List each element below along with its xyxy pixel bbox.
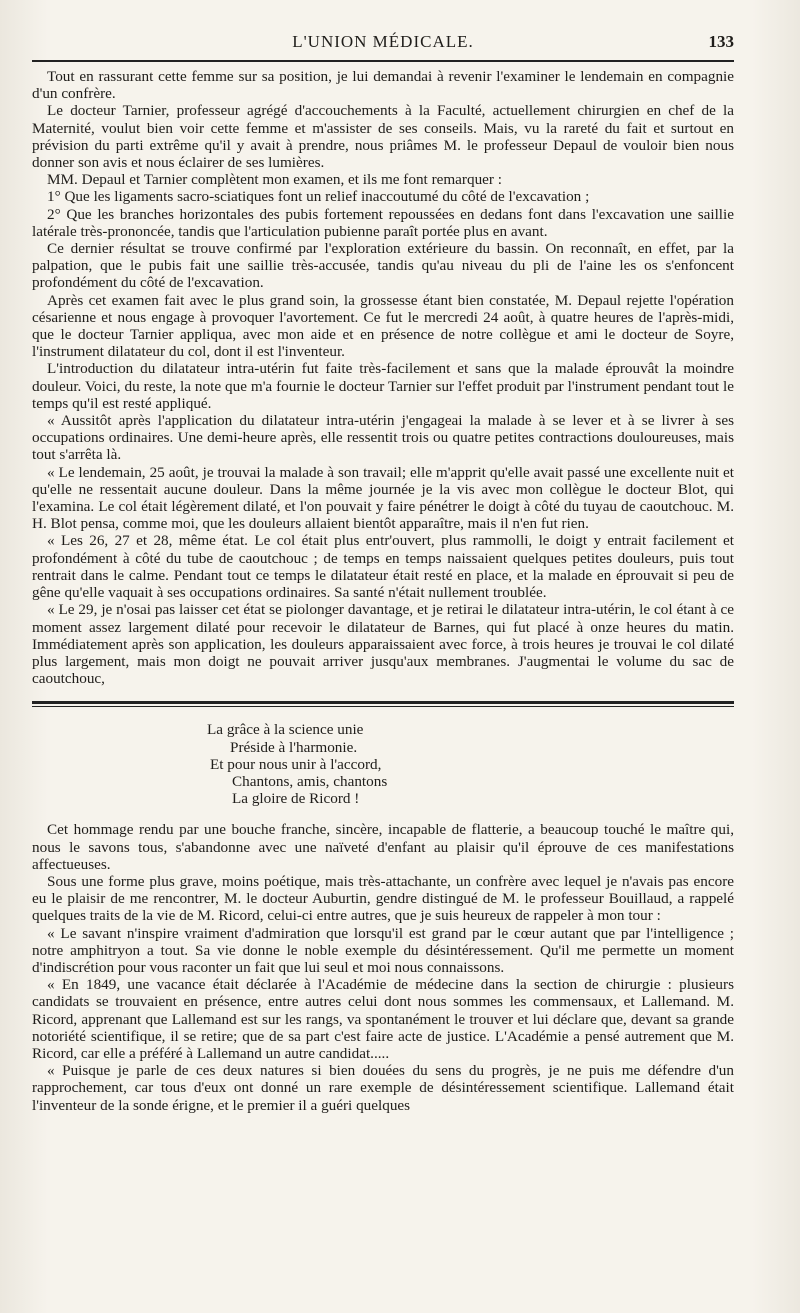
verse-line: Préside à l'harmonie.	[230, 738, 358, 756]
verse-line: La gloire de Ricord !	[232, 790, 360, 808]
paragraph: « Les 26, 27 et 28, même état. Le col était plus entr'ouvert, plus rammolli, le doigt y entrait facilement et profondément à côté du tube de caoutchouc ; de temps en temps naissaient quelques petites douleurs, puis tout rentrait dans le calme. Pendant tout ce temps le dilatateur était resté en place, et la malade en éprouvait si peu de gêne qu'elle vaquait à ses occupations ordinaires. Sa santé n'était nullement troublée.	[32, 532, 734, 602]
paragraph: Après cet examen fait avec le plus grand soin, la grossesse étant bien constatée, M. Depaul rejette l'opération césarienne et nous engage à provoquer l'avortement. Ce fut le mercredi 24 août, à quatre heures de l'après-midi, que le docteur Tarnier appliqua, avec mon aide et en présence de notre collègue et ami le docteur de Soyre, l'instrument dilatateur du col, dont il est l'inventeur.	[32, 291, 734, 361]
paragraph: Ce dernier résultat se trouve confirmé par l'exploration extérieure du bassin. On reconnaît, en effet, par la palpation, que le pubis fait une saillie très-accusée, tandis qu'au niveau du pli de l'aine les os s'enfoncent profondément du côté de l'excavation.	[32, 240, 734, 292]
article-lower	[32, 821, 734, 1113]
page-header	[32, 26, 734, 60]
page-number: 133	[708, 32, 734, 51]
paragraph: MM. Depaul et Tarnier complètent mon examen, et ils me font remarquer :	[47, 171, 502, 189]
verse-block	[32, 721, 734, 807]
paragraph: Tout en rassurant cette femme sur sa position, je lui demandai à revenir l'examiner le lendemain en compagnie d'un confrère.	[32, 68, 734, 103]
paragraph: « Le savant n'inspire vraiment d'admiration que lorsqu'il est grand par le cœur autant que par l'intelligence ; notre amphitryon a tout. Sa vie donne le noble exemple du désintéressement. Qu'il me permette un moment d'indiscrétion pour vous raconter un fait que lui seul et moi nous connaissons.	[32, 924, 734, 976]
paragraph: « En 1849, une vacance était déclarée à l'Académie de médecine dans la section de chirurgie : plusieurs candidats se trouvaient en présence, entre autres celui dont nous sommes les commensaux, et Lallemand. M. Ricord, apprenant que Lallemand est sur les rangs, va spontanément le trouver et lui déclare que, devant sa grande notoriété scientifique, il se retire; que de sa part c'est faire acte de justice. L'Académie a pensé autrement que M. Ricord, car elle a préféré à Lallemand un autre candidat.....	[32, 976, 734, 1062]
verse-line: La grâce à la science unie	[207, 721, 364, 739]
paragraph: « Aussitôt après l'application du dilatateur intra-utérin j'engageai la malade à se lever et à se livrer à ses occupations ordinaires. Une demi-heure après, elle ressentit trois ou quatre petites contractions douloureuses, mais tout s'arrêta là.	[32, 412, 734, 464]
verse-line: Chantons, amis, chantons	[232, 772, 388, 790]
header-rule	[32, 60, 734, 62]
paragraph: 1° Que les ligaments sacro-sciatiques font un relief inaccoutumé du côté de l'excavation ;	[47, 188, 590, 206]
section-separator	[32, 701, 734, 707]
paragraph: Le docteur Tarnier, professeur agrégé d'accouchements à la Faculté, actuellement chirurgien en chef de la Maternité, voulut bien voir cette femme et m'assister de ses conseils. Mais, vu la rareté du fait et surtout en prévision du parti extrême qu'il y avait à prendre, nous priâmes M. le professeur Depaul de vouloir bien nous donner son avis et nous éclairer de ses lumières.	[32, 102, 734, 172]
paragraph: « Le 29, je n'osai pas laisser cet état se piolonger davantage, et je retirai le dilatateur intra-utérin, le col étant à ce moment assez largement dilaté pour recevoir le dilatateur de Barnes, qui fut placé à onze heures du matin. Immédiatement après son application, les douleurs apparaissaient avec force, à trois heures je trouvai le col dilaté plus largement, mais mon doigt ne pouvait arriver jusqu'aux membranes. J'augmentai le volume du sac de caoutchouc,	[32, 601, 734, 688]
paragraph: 2° Que les branches horizontales des pubis fortement repoussées en dedans font dans l'excavation une saillie latérale très-prononcée, tandis que l'articulation pubienne paraît portée plus en avant.	[32, 205, 734, 240]
paragraph: Cet hommage rendu par une bouche franche, sincère, incapable de flatterie, a beaucoup touché le maître qui, nous le savons tous, s'abandonne avec une naïveté d'enfant au plaisir qu'il éprouve de ces manifestations affectueuses.	[32, 821, 734, 873]
paragraph: « Puisque je parle de ces deux natures si bien douées du sens du progrès, je ne puis me défendre d'un rapprochement, car tous d'eux ont donné un rare exemple de désintéressement scientifique. Lallemand était l'inventeur de la sonde érigne, et le premier il a guéri quelques	[32, 1062, 734, 1114]
verse-line: Et pour nous unir à l'accord,	[210, 755, 382, 773]
journal-title: L'UNION MÉDICALE.	[292, 32, 474, 51]
paragraph: Sous une forme plus grave, moins poétique, mais très-attachante, un confrère avec lequel je n'avais pas encore eu le plaisir de me rencontrer, M. le docteur Auburtin, gendre distingué de M. le professeur Bouillaud, a rappelé quelques traits de la vie de M. Ricord, celui-ci entre autres, que je suis heureux de rappeler à mon tour :	[32, 872, 734, 925]
article-upper	[32, 68, 734, 687]
paragraph: L'introduction du dilatateur intra-utérin fut faite très-facilement et sans que la malade éprouvât la moindre douleur. Voici, du reste, la note que m'a fournie le docteur Tarnier sur l'effet produit par l'instrument pendant tout le temps qu'il est resté appliqué.	[32, 360, 734, 412]
paragraph: « Le lendemain, 25 août, je trouvai la malade à son travail; elle m'apprit qu'elle avait passé une excellente nuit et qu'elle ne ressentait aucune douleur. Dans la même journée je la vis avec mon collègue le docteur Blot, qui l'examina. Le col était légèrement dilaté, et l'on pouvait y faire pénétrer le doigt à côté du tuyau de caoutchouc. M. H. Blot pensa, comme moi, que les douleurs allaient bientôt apparaître, mais il n'en fut rien.	[32, 463, 734, 533]
